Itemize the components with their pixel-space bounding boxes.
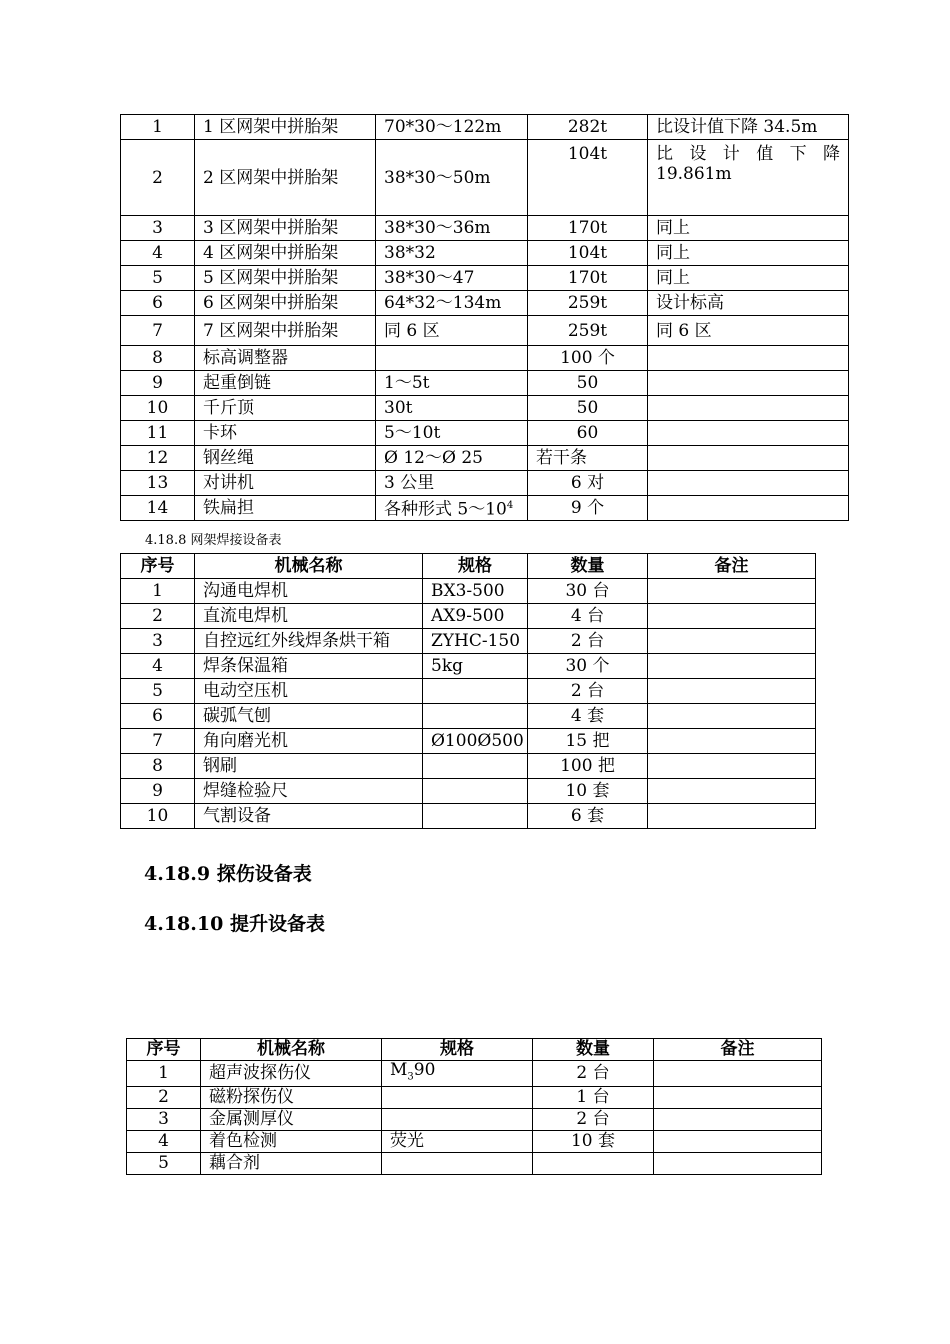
cell-no: 9	[121, 371, 195, 396]
cell-note: 同上	[648, 241, 849, 266]
cell-qty: 1 台	[533, 1087, 654, 1109]
table-row	[121, 421, 849, 446]
cell-qty: 104t	[528, 140, 648, 216]
table-row	[121, 446, 849, 471]
cell-no: 3	[121, 629, 195, 654]
cell-qty: 15 把	[528, 729, 648, 754]
cell-note: 设计标高	[648, 291, 849, 316]
table-row	[121, 396, 849, 421]
table-row	[121, 115, 849, 140]
header-name: 机械名称	[195, 554, 423, 579]
table-row	[121, 266, 849, 291]
cell-note	[648, 371, 849, 396]
cell-note	[648, 346, 849, 371]
cell-spec: Ø100Ø500	[423, 729, 528, 754]
cell-spec: AX9-500	[423, 604, 528, 629]
cell-qty: 170t	[528, 266, 648, 291]
cell-name: 4 区网架中拼胎架	[195, 241, 376, 266]
table-row	[127, 1061, 822, 1087]
table-row	[121, 679, 816, 704]
cell-spec	[423, 704, 528, 729]
table-row	[121, 346, 849, 371]
cell-qty: 282t	[528, 115, 648, 140]
table-row	[121, 371, 849, 396]
cell-name: 对讲机	[195, 471, 376, 496]
cell-name: 起重倒链	[195, 371, 376, 396]
cell-note	[648, 446, 849, 471]
cell-note	[648, 629, 816, 654]
cell-no: 14	[121, 496, 195, 521]
cell-spec	[382, 1087, 533, 1109]
table-row	[121, 140, 849, 216]
header-note: 备注	[648, 554, 816, 579]
cell-note	[648, 804, 816, 829]
cell-note	[648, 654, 816, 679]
cell-note	[648, 754, 816, 779]
cell-no: 5	[121, 679, 195, 704]
table-row	[121, 629, 816, 654]
cell-name: 沟通电焊机	[195, 579, 423, 604]
cell-spec	[382, 1061, 533, 1087]
table-row	[121, 654, 816, 679]
cell-name: 自控远红外线焊条烘干箱	[195, 629, 423, 654]
table-row	[121, 754, 816, 779]
cell-name: 千斤顶	[195, 396, 376, 421]
table-row	[127, 1131, 822, 1153]
cell-no: 1	[127, 1061, 201, 1087]
cell-spec: 70*30～122m	[376, 115, 528, 140]
table-row	[127, 1087, 822, 1109]
header-spec: 规格	[423, 554, 528, 579]
cell-qty: 30 台	[528, 579, 648, 604]
header-no: 序号	[121, 554, 195, 579]
cell-no: 2	[121, 140, 195, 216]
cell-spec: Ø 12～Ø 25	[376, 446, 528, 471]
cell-qty: 2 台	[533, 1061, 654, 1087]
cell-no: 10	[121, 396, 195, 421]
cell-qty: 259t	[528, 291, 648, 316]
cell-name: 1 区网架中拼胎架	[195, 115, 376, 140]
cell-no: 10	[121, 804, 195, 829]
cell-note	[654, 1087, 822, 1109]
cell-no: 5	[127, 1153, 201, 1175]
cell-name: 钢刷	[195, 754, 423, 779]
header-note: 备注	[654, 1039, 822, 1061]
cell-note	[654, 1131, 822, 1153]
spec-superscript: 4	[506, 500, 514, 512]
table-header-row	[127, 1039, 822, 1061]
inspection-equipment-table	[126, 1038, 822, 1175]
cell-qty: 259t	[528, 316, 648, 346]
cell-spec: 38*30～36m	[376, 216, 528, 241]
cell-spec: 38*32	[376, 241, 528, 266]
cell-note: 同 6 区	[648, 316, 849, 346]
cell-no: 1	[121, 115, 195, 140]
cell-spec: 64*32～134m	[376, 291, 528, 316]
cell-spec: 5kg	[423, 654, 528, 679]
table-row	[121, 216, 849, 241]
cell-spec: 38*30～50m	[376, 140, 528, 216]
cell-note	[654, 1153, 822, 1175]
cell-name: 标高调整器	[195, 346, 376, 371]
cell-qty	[533, 1153, 654, 1175]
cell-name: 铁扁担	[195, 496, 376, 521]
table-row	[121, 471, 849, 496]
table-row	[121, 604, 816, 629]
cell-no: 3	[127, 1109, 201, 1131]
cell-qty: 50	[528, 396, 648, 421]
cell-no: 2	[127, 1087, 201, 1109]
cell-qty: 104t	[528, 241, 648, 266]
header-no: 序号	[127, 1039, 201, 1061]
section-heading-inspection: 4.18.9 探伤设备表	[144, 863, 312, 885]
table-row	[121, 241, 849, 266]
cell-note	[648, 679, 816, 704]
cell-no: 11	[121, 421, 195, 446]
header-qty: 数量	[528, 554, 648, 579]
cell-spec: 同 6 区	[376, 316, 528, 346]
equipment-table-assembly	[120, 114, 849, 521]
cell-spec	[423, 804, 528, 829]
cell-qty: 4 台	[528, 604, 648, 629]
table-row	[121, 579, 816, 604]
cell-name: 金属测厚仪	[201, 1109, 382, 1131]
table-header-row	[121, 554, 816, 579]
cell-name: 5 区网架中拼胎架	[195, 266, 376, 291]
cell-name: 6 区网架中拼胎架	[195, 291, 376, 316]
cell-no: 3	[121, 216, 195, 241]
cell-name: 2 区网架中拼胎架	[195, 140, 376, 216]
cell-no: 6	[121, 291, 195, 316]
cell-spec	[382, 1109, 533, 1131]
cell-note: 比设计值下降 34.5m	[648, 115, 849, 140]
cell-qty: 6 套	[528, 804, 648, 829]
table-row	[121, 729, 816, 754]
cell-name: 超声波探伤仪	[201, 1061, 382, 1087]
cell-note	[648, 704, 816, 729]
table-row	[121, 779, 816, 804]
cell-qty: 4 套	[528, 704, 648, 729]
cell-qty: 50	[528, 371, 648, 396]
cell-name: 直流电焊机	[195, 604, 423, 629]
cell-no: 8	[121, 754, 195, 779]
cell-note	[648, 496, 849, 521]
cell-spec: 5～10t	[376, 421, 528, 446]
cell-no: 8	[121, 346, 195, 371]
table-caption: 4.18.8 网架焊接设备表	[145, 533, 282, 548]
cell-qty: 2 台	[533, 1109, 654, 1131]
cell-qty: 100 把	[528, 754, 648, 779]
header-spec: 规格	[382, 1039, 533, 1061]
cell-name: 钢丝绳	[195, 446, 376, 471]
welding-equipment-table	[120, 553, 816, 829]
cell-name: 3 区网架中拼胎架	[195, 216, 376, 241]
cell-note: 同上	[648, 266, 849, 291]
cell-qty: 2 台	[528, 629, 648, 654]
cell-spec: 3 公里	[376, 471, 528, 496]
cell-no: 5	[121, 266, 195, 291]
table-row	[121, 704, 816, 729]
header-name: 机械名称	[201, 1039, 382, 1061]
cell-spec	[423, 679, 528, 704]
cell-no: 7	[121, 729, 195, 754]
cell-no: 1	[121, 579, 195, 604]
cell-note	[654, 1109, 822, 1131]
cell-name: 角向磨光机	[195, 729, 423, 754]
cell-spec	[376, 496, 528, 521]
cell-no: 13	[121, 471, 195, 496]
cell-note	[648, 779, 816, 804]
cell-spec: BX3-500	[423, 579, 528, 604]
cell-note	[648, 471, 849, 496]
cell-qty: 若干条	[528, 446, 648, 471]
table-row	[121, 496, 849, 521]
cell-note	[654, 1061, 822, 1087]
table-row	[121, 804, 816, 829]
cell-qty: 60	[528, 421, 648, 446]
cell-no: 4	[121, 654, 195, 679]
cell-no: 9	[121, 779, 195, 804]
cell-qty: 30 个	[528, 654, 648, 679]
cell-no: 4	[127, 1131, 201, 1153]
table-row	[121, 316, 849, 346]
cell-no: 6	[121, 704, 195, 729]
cell-spec: 荧光	[382, 1131, 533, 1153]
cell-qty: 170t	[528, 216, 648, 241]
cell-note	[648, 396, 849, 421]
spec-tail: 90	[413, 1060, 436, 1080]
cell-spec: 38*30～47	[376, 266, 528, 291]
cell-note	[648, 579, 816, 604]
cell-name: 电动空压机	[195, 679, 423, 704]
cell-qty: 100 个	[528, 346, 648, 371]
spec-text: 各种形式 5～10	[384, 499, 507, 520]
table-row	[127, 1109, 822, 1131]
cell-no: 4	[121, 241, 195, 266]
cell-qty: 6 对	[528, 471, 648, 496]
cell-spec	[376, 346, 528, 371]
cell-qty: 2 台	[528, 679, 648, 704]
cell-name: 碳弧气刨	[195, 704, 423, 729]
cell-name: 焊条保温箱	[195, 654, 423, 679]
cell-spec	[423, 754, 528, 779]
cell-name: 藕合剂	[201, 1153, 382, 1175]
cell-note: 同上	[648, 216, 849, 241]
cell-spec	[423, 779, 528, 804]
table-row	[121, 291, 849, 316]
spec-text: M	[390, 1060, 408, 1080]
cell-name: 7 区网架中拼胎架	[195, 316, 376, 346]
cell-note	[648, 604, 816, 629]
cell-spec: ZYHC-150	[423, 629, 528, 654]
table-row	[127, 1153, 822, 1175]
cell-no: 2	[121, 604, 195, 629]
cell-note: 比 设 计 值 下 降 19.861m	[648, 140, 849, 216]
cell-name: 气割设备	[195, 804, 423, 829]
cell-qty: 9 个	[528, 496, 648, 521]
cell-spec: 1～5t	[376, 371, 528, 396]
spec-subscript: 3	[407, 1071, 414, 1083]
cell-no: 7	[121, 316, 195, 346]
cell-name: 卡环	[195, 421, 376, 446]
cell-name: 磁粉探伤仪	[201, 1087, 382, 1109]
cell-qty: 10 套	[533, 1131, 654, 1153]
cell-spec	[382, 1153, 533, 1175]
cell-note	[648, 421, 849, 446]
cell-spec: 30t	[376, 396, 528, 421]
section-heading-lifting: 4.18.10 提升设备表	[144, 913, 325, 935]
header-qty: 数量	[533, 1039, 654, 1061]
cell-name: 着色检测	[201, 1131, 382, 1153]
cell-name: 焊缝检验尺	[195, 779, 423, 804]
cell-no: 12	[121, 446, 195, 471]
cell-qty: 10 套	[528, 779, 648, 804]
cell-note	[648, 729, 816, 754]
